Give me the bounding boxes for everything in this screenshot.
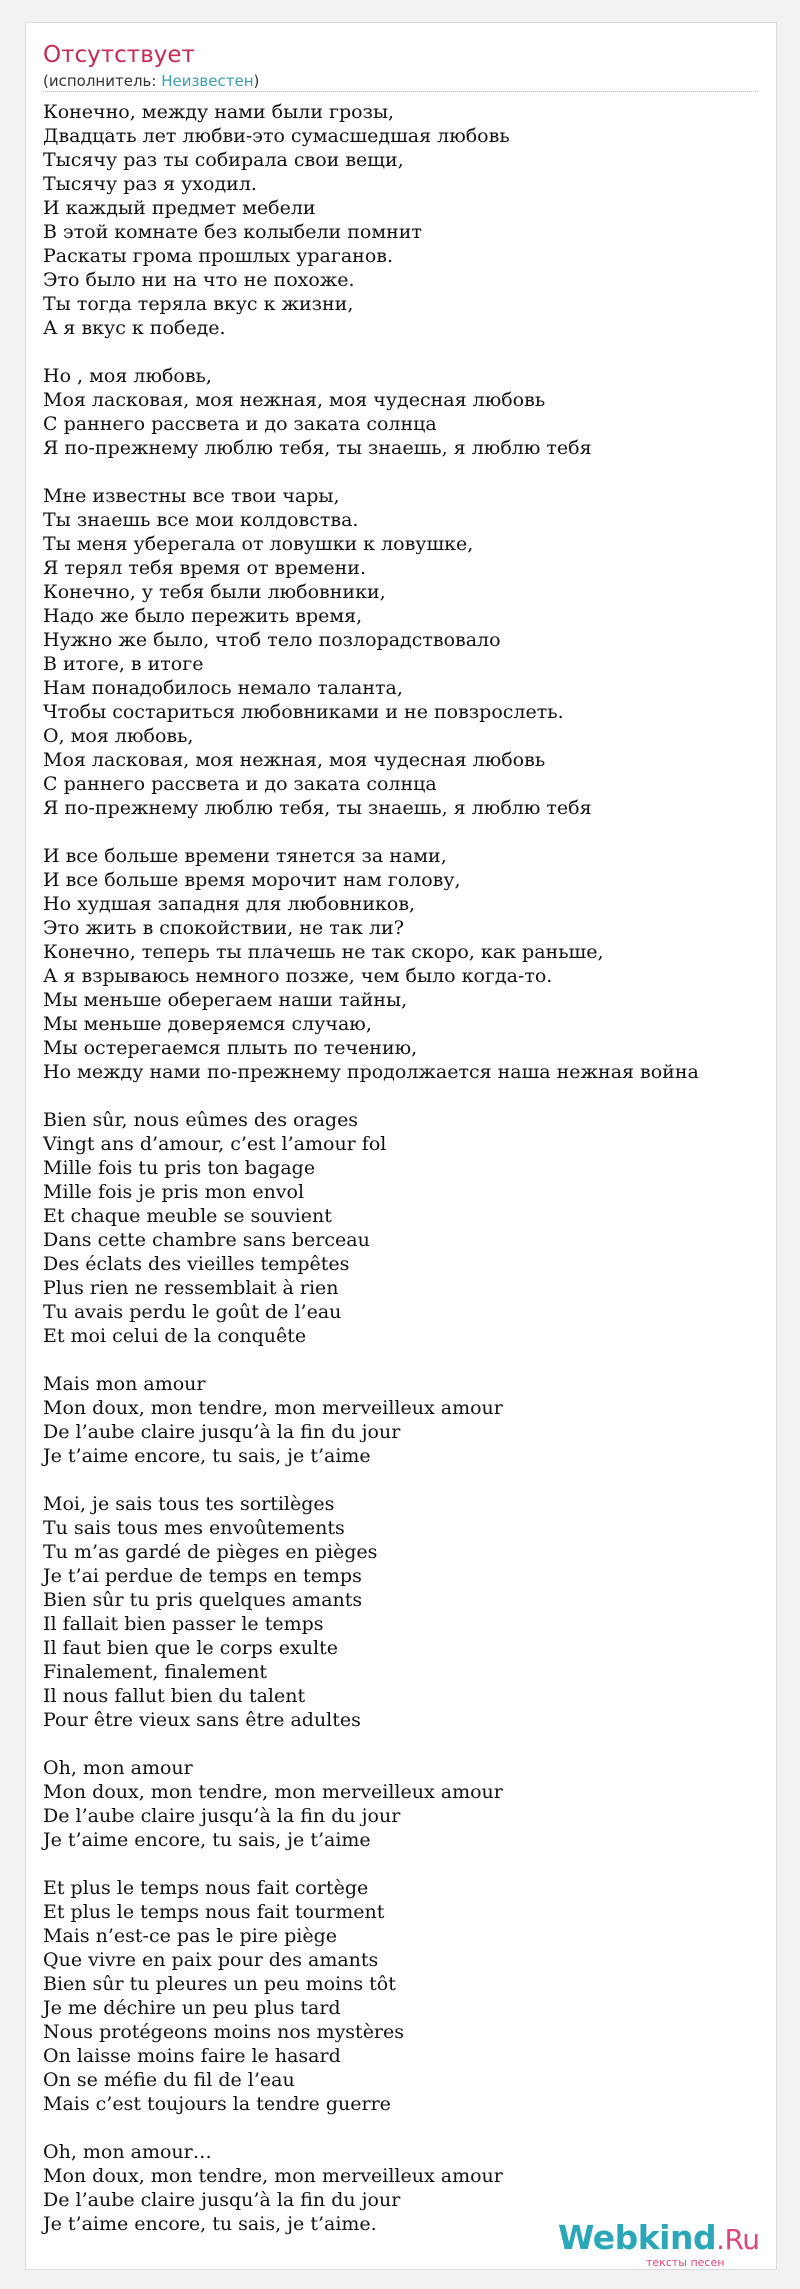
lyric-line: Это было ни на что не похоже.	[43, 269, 355, 291]
lyric-line: Et moi celui de la conquête	[43, 1325, 307, 1347]
lyric-line: Moi, je sais tous tes sortilèges	[43, 1493, 335, 1515]
lyric-line: De l’aube claire jusqu’à la fin du jour	[43, 2189, 401, 2211]
lyric-line: Mon doux, mon tendre, mon merveilleux amour	[43, 2165, 503, 2187]
lyric-line: Je t’aime encore, tu sais, je t’aime	[43, 1829, 371, 1851]
title-divider	[43, 91, 758, 92]
lyric-line: Нам понадобилось немало таланта,	[43, 677, 403, 699]
lyric-line: Finalement, finalement	[43, 1661, 268, 1683]
song-title: Отсутствует	[43, 42, 195, 68]
lyrics-stanza	[43, 1876, 763, 2116]
lyric-line: Tu avais perdu le goût de l’eau	[43, 1301, 342, 1323]
lyric-line: А я взрываюсь немного позже, чем было когда-то.	[43, 965, 553, 987]
lyric-line: Я терял тебя время от времени.	[43, 557, 367, 579]
lyric-line: Des éclats des vieilles tempêtes	[43, 1253, 350, 1275]
artist-link[interactable]: Неизвестен	[161, 72, 254, 90]
lyric-line: De l’aube claire jusqu’à la fin du jour	[43, 1421, 401, 1443]
site-logo[interactable]	[558, 2218, 760, 2270]
lyrics-stanza	[43, 100, 763, 340]
lyric-line: Я по-прежнему люблю тебя, ты знаешь, я люблю тебя	[43, 797, 592, 819]
lyric-line: Надо же было пережить время,	[43, 605, 363, 627]
lyric-line: А я вкус к победе.	[43, 317, 226, 339]
lyric-line: Que vivre en paix pour des amants	[43, 1949, 379, 1971]
lyric-line: Il faut bien que le corps exulte	[43, 1637, 338, 1659]
artist-prefix: (исполнитель:	[43, 72, 162, 90]
lyric-line: Mille fois je pris mon envol	[43, 1181, 305, 1203]
lyric-line: Мы меньше доверяемся случаю,	[43, 1013, 372, 1035]
logo-wordmark	[558, 2218, 759, 2260]
lyric-line: Je t’aime encore, tu sais, je t’aime	[43, 1445, 371, 1467]
lyric-line: Ты знаешь все мои колдовства.	[43, 509, 359, 531]
lyric-line: On se méfie du fil de l’eau	[43, 2069, 295, 2091]
lyric-line: On laisse moins faire le hasard	[43, 2045, 341, 2067]
lyric-line: Tu m’as gardé de pièges en pièges	[43, 1541, 378, 1563]
lyric-line: И все больше время морочит нам голову,	[43, 869, 461, 891]
lyrics-stanza	[43, 844, 763, 1084]
lyric-line: Я по-прежнему люблю тебя, ты знаешь, я люблю тебя	[43, 437, 592, 459]
lyrics-stanza	[43, 1492, 763, 1732]
logo-domain: .Ru	[716, 2223, 760, 2256]
lyrics-stanza	[43, 1108, 763, 1348]
lyric-line: Нужно же было, чтоб тело позлорадствовало	[43, 629, 501, 651]
lyric-line: Et plus le temps nous fait tourment	[43, 1901, 385, 1923]
lyric-line: Bien sûr, nous eûmes des orages	[43, 1109, 359, 1131]
lyric-line: Oh, mon amour	[43, 1757, 193, 1779]
lyric-line: Тысячу раз ты собирала свои вещи,	[43, 149, 404, 171]
lyric-line: В итоге, в итоге	[43, 653, 204, 675]
lyric-line: В этой комнате без колыбели помнит	[43, 221, 422, 243]
lyrics-stanza	[43, 484, 763, 820]
lyric-line: Моя ласковая, моя нежная, моя чудесная любовь	[43, 389, 546, 411]
lyric-line: Моя ласковая, моя нежная, моя чудесная любовь	[43, 749, 546, 771]
lyric-line: Plus rien ne ressemblait à rien	[43, 1277, 339, 1299]
lyric-line: Je t’ai perdue de temps en temps	[43, 1565, 362, 1587]
lyric-line: Но , моя любовь,	[43, 365, 212, 387]
lyric-line: Oh, mon amour…	[43, 2141, 212, 2163]
lyric-line: Мне известны все твои чары,	[43, 485, 340, 507]
lyric-line: Но худшая западня для любовников,	[43, 893, 416, 915]
lyric-line: Mon doux, mon tendre, mon merveilleux amour	[43, 1781, 503, 1803]
artist-line	[43, 71, 259, 91]
lyric-line: Et plus le temps nous fait cortège	[43, 1877, 369, 1899]
lyric-line: Ты меня уберегала от ловушки к ловушке,	[43, 533, 474, 555]
lyric-line: Dans cette chambre sans berceau	[43, 1229, 370, 1251]
lyrics-stanza	[43, 1756, 763, 1852]
lyric-line: Тысячу раз я уходил.	[43, 173, 257, 195]
lyric-line: Конечно, у тебя были любовники,	[43, 581, 386, 603]
lyric-line: Mille fois tu pris ton bagage	[43, 1157, 316, 1179]
logo-tagline: тексты песен	[646, 2256, 725, 2269]
lyric-line: Чтобы состариться любовниками и не повзрослеть.	[43, 701, 564, 723]
lyric-line: De l’aube claire jusqu’à la fin du jour	[43, 1805, 401, 1827]
lyric-line: Nous protégeons moins nos mystères	[43, 2021, 405, 2043]
lyric-line: Мы остерегаемся плыть по течению,	[43, 1037, 418, 1059]
lyric-line: Tu sais tous mes envoûtements	[43, 1517, 345, 1539]
lyric-line: Bien sûr tu pris quelques amants	[43, 1589, 363, 1611]
lyric-line: О, моя любовь,	[43, 725, 194, 747]
lyric-line: Mon doux, mon tendre, mon merveilleux amour	[43, 1397, 503, 1419]
lyric-line: Mais mon amour	[43, 1373, 206, 1395]
lyric-line: Mais c’est toujours la tendre guerre	[43, 2093, 391, 2115]
lyric-line: Il fallait bien passer le temps	[43, 1613, 324, 1635]
lyric-line: Vingt ans d’amour, c’est l’amour fol	[43, 1133, 387, 1155]
lyric-line: Ты тогда теряла вкус к жизни,	[43, 293, 354, 315]
artist-suffix: )	[253, 72, 260, 90]
lyric-line: И все больше времени тянется за нами,	[43, 845, 447, 867]
lyrics-stanza	[43, 1372, 763, 1468]
lyric-line: Двадцать лет любви-это сумасшедшая любовь	[43, 125, 510, 147]
lyric-line: Раскаты грома прошлых ураганов.	[43, 245, 393, 267]
lyric-line: Но между нами по-прежнему продолжается наша нежная война	[43, 1061, 699, 1083]
lyrics-card	[25, 22, 777, 2270]
lyric-line: Bien sûr tu pleures un peu moins tôt	[43, 1973, 396, 1995]
lyric-line: Et chaque meuble se souvient	[43, 1205, 332, 1227]
lyric-line: Мы меньше оберегаем наши тайны,	[43, 989, 408, 1011]
lyric-line: И каждый предмет мебели	[43, 197, 316, 219]
lyric-line: Pour être vieux sans être adultes	[43, 1709, 361, 1731]
lyric-line: Mais n’est-ce pas le pire piège	[43, 1925, 338, 1947]
lyric-line: Конечно, между нами были грозы,	[43, 101, 395, 123]
lyrics-body	[43, 100, 763, 2260]
logo-name: Webkind	[558, 2218, 717, 2257]
lyrics-stanza	[43, 364, 763, 460]
lyric-line: Je me déchire un peu plus tard	[43, 1997, 341, 2019]
lyric-line: Il nous fallut bien du talent	[43, 1685, 306, 1707]
lyric-line: С раннего рассвета и до заката солнца	[43, 773, 437, 795]
lyric-line: Это жить в спокойствии, не так ли?	[43, 917, 404, 939]
lyric-line: С раннего рассвета и до заката солнца	[43, 413, 437, 435]
lyric-line: Конечно, теперь ты плачешь не так скоро, как раньше,	[43, 941, 604, 963]
lyric-line: Je t’aime encore, tu sais, je t’aime.	[43, 2213, 377, 2235]
